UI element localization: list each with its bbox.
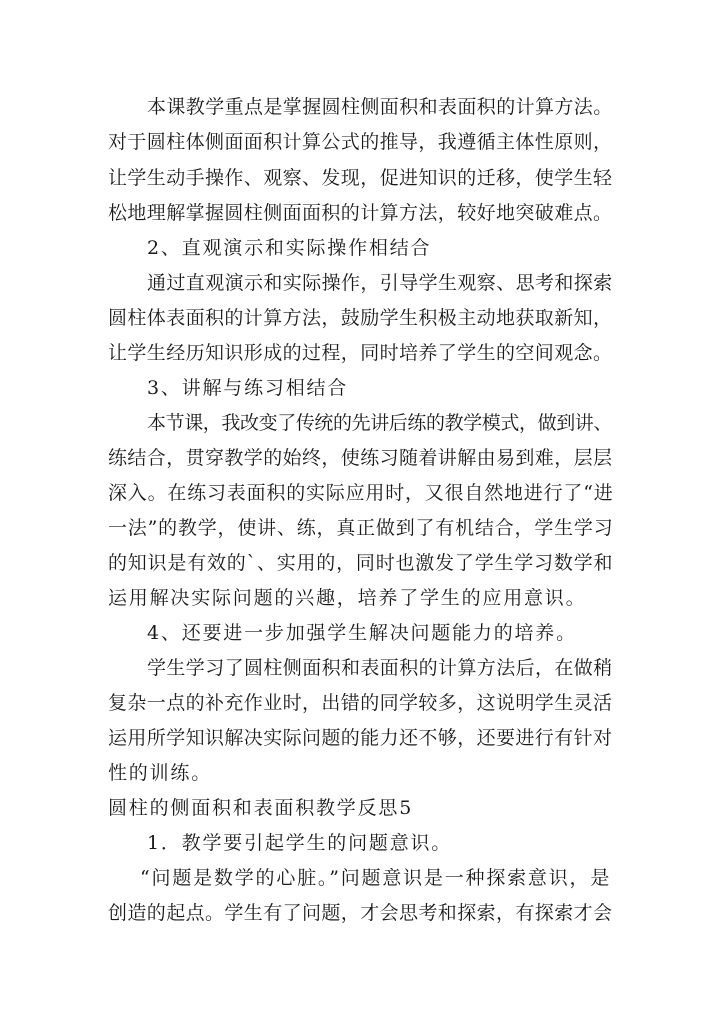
text-line: 一法”的教学，使讲、练，真正做到了有机结合，学生学习 [108,517,614,539]
text-line: 让学生经历知识形成的过程，同时培养了学生的空间观念。 [108,342,613,364]
text-line: 练结合，贯穿教学的始终，使练习随着讲解由易到难，层层 [108,447,613,469]
text-line: 运用解决实际问题的兴趣，培养了学生的应用意识。 [108,587,587,609]
text-line: 本课教学重点是掌握圆柱侧面积和表面积的计算方法。 [147,96,613,118]
text-line: 让学生动手操作、观察、发现，促进知识的迁移，使学生轻 [108,167,613,189]
text-line: 深入。在练习表面积的实际应用时，又很自然地进行了“进 [108,482,614,504]
text-line: 通过直观演示和实际操作，引导学生观察、思考和探索 [147,272,613,294]
section-heading: 2、直观演示和实际操作相结合 [147,237,432,259]
text-line: 复杂一点的补充作业时，出错的同学较多，这说明学生灵活 [108,692,613,714]
section-heading: 1．教学要引起学生的问题意识。 [147,832,453,854]
text-line: 的知识是有效的`、实用的，同时也激发了学生学习数学和 [108,552,614,574]
text-line: 对于圆柱体侧面面积计算公式的推导，我遵循主体性原则， [108,131,613,153]
text-line: 创造的起点。学生有了问题，才会思考和探索，有探索才会 [108,902,613,924]
section-heading: 4、还要进一步加强学生解决问题能力的培养。 [147,622,577,644]
text-line: 运用所学知识解决实际问题的能力还不够，还要进行有针对 [108,727,613,749]
text-line: 学生学习了圆柱侧面积和表面积的计算方法后，在做稍 [147,657,613,679]
document-title: 圆柱的侧面积和表面积教学反思5 [108,797,414,819]
text-line: 本节课，我改变了传统的先讲后练的教学模式，做到讲、 [147,412,613,434]
text-line: 圆柱体表面积的计算方法，鼓励学生积极主动地获取新知， [108,307,613,329]
text-line: 松地理解掌握圆柱侧面面积的计算方法，较好地突破难点。 [108,202,613,224]
text-line: “问题是数学的心脏。”问题意识是一种探索意识，是 [140,867,612,889]
text-line: 性的训练。 [108,762,213,784]
section-heading: 3、讲解与练习相结合 [147,377,349,399]
